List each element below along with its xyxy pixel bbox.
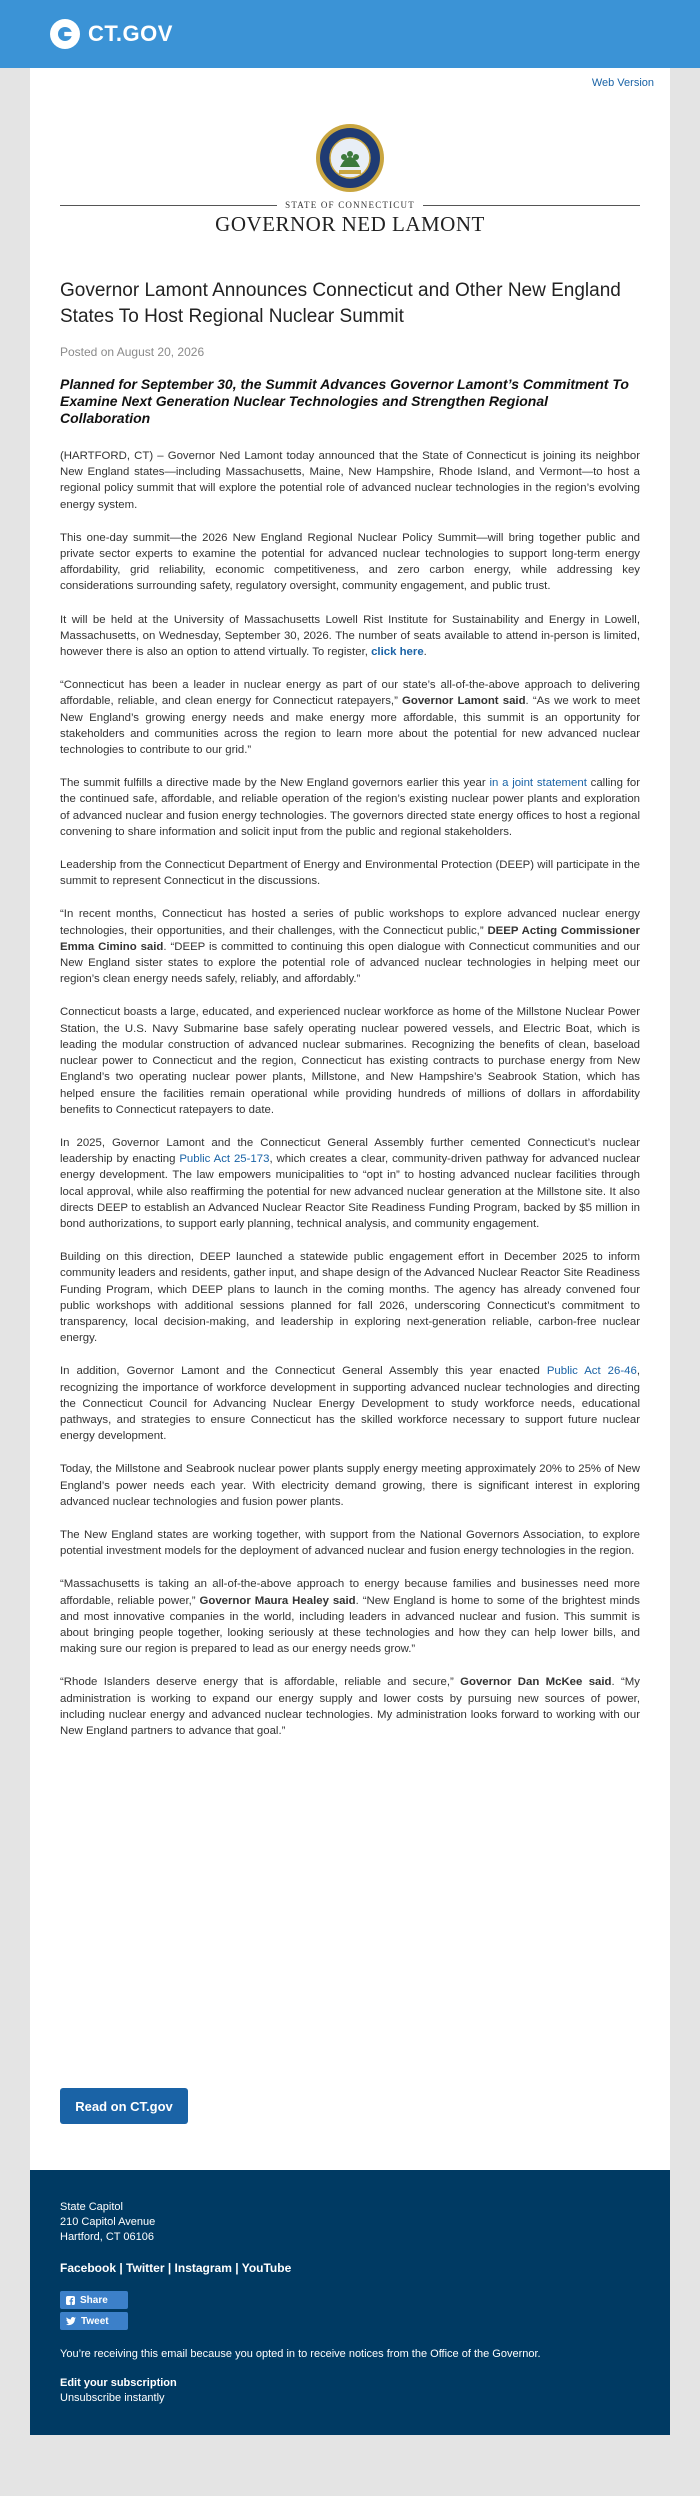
subscription-notice: You’re receiving this email because you opted in to receive notices from the Office of the Governor. [60,2348,541,2360]
top-banner [0,0,700,68]
governor-name: GOVERNOR NED LAMONT [215,212,485,236]
speaker-name: Governor Maura Healey said [199,1594,356,1607]
public-act-25-173-link[interactable]: Public Act 25-173 [179,1153,270,1166]
facebook-share-button[interactable]: Share [60,2291,128,2309]
paragraph: In addition, Governor Lamont and the Connecticut General Assembly this year enacted Public Act 26-46, recognizing the importance of workforce development in supporting advanced nuclear technologies and directing the Connecticut Council for Advancing Nuclear Energy Development to study workforce needs, educational pathways, and strategies to ensure Connecticut has the skilled workforce necessary to support future nuclear energy development. [60,1365,640,1443]
ct-gov-logo[interactable] [50,17,173,51]
state-of-connecticut-label: STATE OF CONNECTICUT [30,200,670,210]
speaker-name: DEEP Acting Commissioner Emma Cimino said [60,924,640,953]
web-version-link[interactable]: Web Version [591,77,654,89]
separator: | [231,2261,242,2275]
paragraph: “Connecticut has been a leader in nuclear energy as part of our state’s all-of-the-above approach to delivering affordable, reliable, and clean energy for Connecticut ratepayers,” Governor Lamont said. “As we work to meet New England’s growing energy needs and make energy more affordable, this summit is an opportunity for stakeholders and communities across the region to learn more about the potential for new advanced nuclear technologies to contribute to our grid.” [60,679,640,757]
instagram-link[interactable]: Instagram [174,2261,232,2275]
paragraph: Building on this direction, DEEP launched a statewide public engagement effort in December 2025 to inform community leaders and residents, gather input, and shape design of the Advanced Nuclear Reactor Site Readiness Funding Program, which DEEP plans to launch in the coming months. The agency has already convened four public workshops with additional sessions planned for fall 2026, underscoring Connecticut’s commitment to transparency, local decision-making, and leadership in exploring next-generation reliable, carbon-free nuclear energy. [60,1251,641,1345]
paragraph: Leadership from the Connecticut Department of Energy and Environmental Protection (DEEP) will participate in the summit to represent Connecticut in the discussions. [60,859,640,888]
article-body [60,278,640,1739]
facebook-link[interactable]: Facebook [60,2261,117,2275]
twitter-bird-icon [66,2317,76,2326]
tweet-button[interactable]: Tweet [60,2312,128,2330]
twitter-link[interactable]: Twitter [126,2261,165,2275]
paragraph: In 2025, Governor Lamont and the Connecticut General Assembly further cemented Connecticut’s nuclear leadership by enacting Public Act 25-173, which creates a clear, community-driven pathway for advanced nuclear energy development. The law empowers municipalities to “opt in” to hosting advanced nuclear facilities through local approval, while also reaffirming the potential for new advanced nuclear generation at the Millstone site. It also directs DEEP to establish an Advanced Nuclear Reactor Site Readiness Funding Program, backed by $5 million in bond authorizations, to support early planning, technical analysis, and community engagement. [60,1136,641,1230]
article-title: Governor Lamont Announces Connecticut and Other New England States To Host Regional Nuclear Summit [60,280,621,327]
speaker-name: Governor Lamont said [402,695,526,708]
footer [30,2170,670,2435]
paragraph: “In recent months, Connecticut has hosted a series of public workshops to explore advanced nuclear energy technologies, their opportunities, and their challenges, with the Connecticut public,” DEEP Acting Commissioner Emma Cimino said. “DEEP is committed to continuing this open dialogue with Connecticut communities and our New England sister states to explore the potential role of advanced nuclear technologies in helping meet our region’s clean energy needs safely, reliably, and affordably.” [60,908,640,986]
paragraph: “Rhode Islanders deserve energy that is affordable, reliable and secure,” Governor Dan McKee said. “My administration is working to expand our energy supply and lower costs by pursuing new sources of power, including nuclear energy and advanced nuclear technologies. My administration looks forward to working with our New England partners to advance that goal.” [60,1676,640,1737]
paragraph: “Massachusetts is taking an all-of-the-above approach to energy because families and businesses need more affordable, reliable power,” Governor Maura Healey said. “New England is home to some of the brightest minds and most innovative companies in the world, including leaders in advanced nuclear and fusion. This summit is about bringing people together, looking seriously at these technologies and how they can help lower bills, and making sure our region is prepared to lead as our energy needs grow.” [60,1578,640,1656]
speaker-name: Governor Dan McKee said [460,1676,612,1689]
facebook-icon [66,2296,75,2305]
footer-address: State Capitol 210 Capitol Avenue Hartford, CT 06106 [60,2201,156,2243]
joint-statement-link[interactable]: in a joint statement [489,777,587,790]
paragraph: Today, the Millstone and Seabrook nuclear power plants supply energy meeting approximately 20% to 25% of New England’s power needs each year. With electricity demand growing, there is significant interest in exploring advanced nuclear technologies and fusion power plants. [60,1463,640,1508]
youtube-link[interactable]: YouTube [241,2261,292,2275]
read-on-ctgov-button[interactable]: Read on CT.gov [60,2088,188,2124]
email-card [30,68,670,2170]
social-links [60,2261,291,2275]
separator: | [164,2261,175,2275]
unsubscribe-link[interactable]: Unsubscribe instantly [60,2392,165,2404]
public-act-26-46-link[interactable]: Public Act 26-46 [546,1365,637,1378]
paragraph: The New England states are working together, with support from the National Governors Association, to explore potential investment models for the deployment of advanced nuclear and fusion energy technologies in the region. [60,1528,640,1558]
article-subhead: Planned for September 30, the Summit Advances Governor Lamont’s Commitment To Examine Next Generation Nuclear Technologies and Strengthen Regional Collaboration [60,376,629,426]
paragraph: This one-day summit—the 2026 New England Regional Nuclear Policy Summit—will bring together public and private sector experts to examine the potential for advanced nuclear technologies to support long-term energy affordability, grid reliability, economic competitiveness, and zero carbon energy, while addressing key considerations surrounding safety, regulatory oversight, community engagement, and public trust. [60,531,640,593]
ct-gov-logo-text: CT.GOV [88,21,173,46]
posted-date: Posted on August 20, 2026 [60,345,205,359]
ct-logo-icon [50,19,80,49]
paragraph: It will be held at the University of Massachusetts Lowell Rist Institute for Sustainability and Energy in Lowell, Massachusetts, on Wednesday, September 30, 2026. The number of seats available to attend in-person is limited, however there is also an option to attend virtually. To register, click here. [60,613,640,659]
paragraph: The summit fulfills a directive made by the New England governors earlier this year in a joint statement calling for the continued safe, affordable, and reliable operation of the region’s existing nuclear power plants and exploration of advanced nuclear and fusion energy technologies. The governors directed state energy offices to host a regional convening to share information and solicit input from the public and regional stakeholders. [60,777,640,838]
separator: | [116,2261,127,2275]
register-link[interactable]: click here [371,646,424,659]
paragraph: (HARTFORD, CT) – Governor Ned Lamont today announced that the State of Connecticut is joining its neighbor New England states—including Massachusetts, Maine, New Hampshire, Rhode Island, and Vermont—to host a regional policy summit that will explore the potential role of advanced nuclear technologies in the region’s evolving energy system. [60,450,640,511]
edit-subscription-link[interactable]: Edit your subscription [60,2377,177,2389]
paragraph: Connecticut boasts a large, educated, and experienced nuclear workforce as home of the Millstone Nuclear Power Station, the U.S. Navy Submarine base safely operating nuclear powered vessels, and Electric Boat, which is leading the modular construction of advanced nuclear submarines. Recognizing the benefits of clean, baseload nuclear power to Connecticut and the region, Connecticut has existing contracts to purchase energy from New England’s two operating nuclear power plants, Millstone, and New Hampshire’s Seabrook Station, which has helped ensure the facilities remain operational while providing hundreds of millions of dollars in affordability benefits to Connecticut ratepayers to date. [60,1006,640,1116]
state-seal-icon [315,123,385,193]
